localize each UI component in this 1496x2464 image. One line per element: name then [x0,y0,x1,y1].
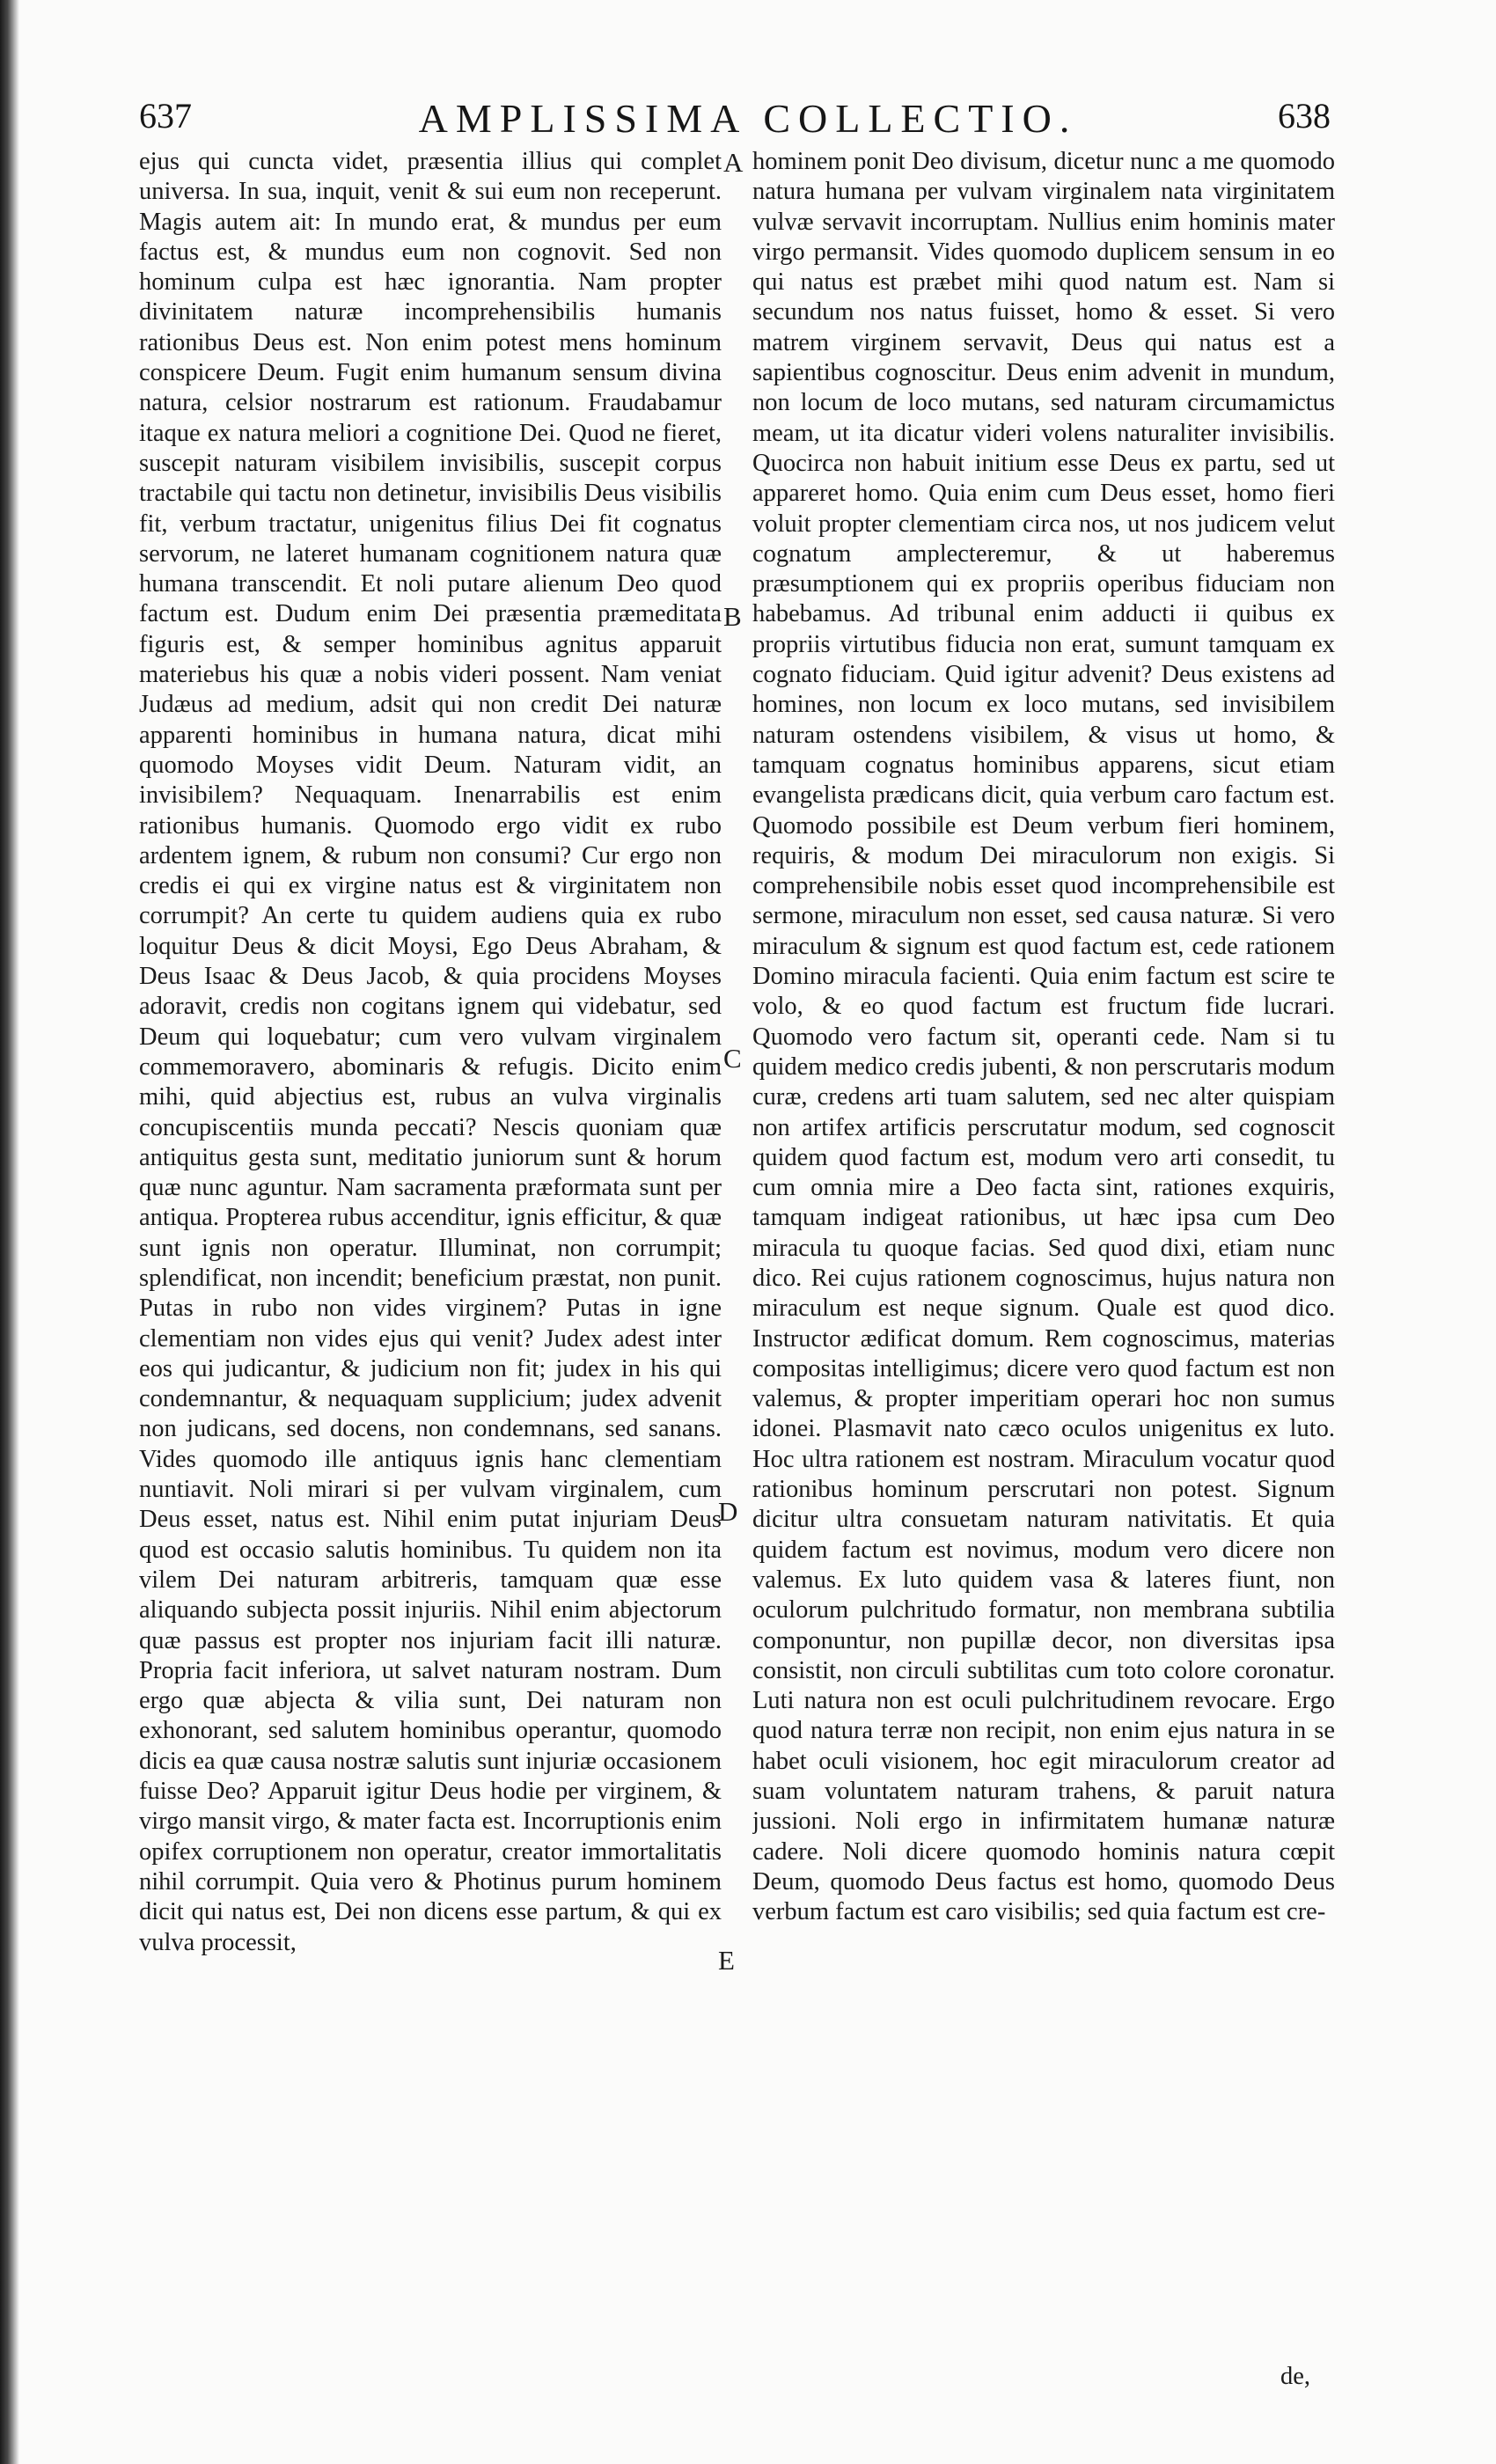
margin-letter-d: D [718,1496,738,1527]
page-number-left: 637 [139,96,192,136]
margin-letter-a: A [723,147,744,178]
book-spine-shadow [0,0,19,2464]
catchword: de, [1280,2363,1311,2390]
text-column-right [752,147,1335,2356]
margin-letter-b: B [723,601,742,632]
page-number-right: 638 [1278,96,1331,136]
margin-letter-e: E [718,1945,735,1976]
margin-letter-c: C [723,1043,742,1074]
text-column-left [139,147,722,2356]
running-title: AMPLISSIMA COLLECTIO. [418,96,1078,141]
column-right-text: hominem ponit Deo divisum, dicetur nunc a me quomodo natura humana per vulvam virginalem nata virginitatem vulvæ servavit incorruptam. Nullius enim hominis mater virgo permansit. Vides quomodo duplicem sensum in eo qui natus est præbet mihi quod natum est. Nam si secundum nos natus fuisset, homo & esset. Si vero matrem virginem servavit, Deus qui natus est a sapientibus cognoscitur. Deus enim advenit in mundum, non locum de loco mutans, sed naturam circumamictus meam, ut ita dicatur videri volens naturaliter invisibilis. Quocirca non habuit initium esse Deus ex partu, sed ut appareret homo. Quia enim cum Deus esset, homo fieri voluit propter clementiam circa nos, ut nos judicem velut cognatum amplecteremur, & ut haberemus præsumptionem qui ex propriis operibus fiduciam non habebamus. Ad tribunal enim adducti ii quibus ex propriis virtutibus fiducia non erat, sumunt tamquam ex cognato fiduciam. Quid igitur advenit? Deus existens ad homines, non locum ex loco mutans, sed invisibilem naturam ostendens visibilem, & visus ut homo, & tamquam cognatus hominibus apparens, sicut etiam evangelista prædicans dicit, quia verbum caro factum est. Quomodo possibile est Deum verbum fieri hominem, requiris, & modum Dei miraculorum non exigis. Si comprehensibile nobis esset quod incomprehensibile est sermone, miraculum non esset, sed causa naturæ. Si vero miraculum & signum est quod factum est, cede rationem Domino miracula facienti. Quia enim factum est scire te volo, & eo quod factum est fructum fide lucrari. Quomodo vero factum sit, operanti cede. Nam si tu quidem medico credis jubenti, & non perscrutaris modum curæ, credens arti tuam salutem, sed nec alter quispiam non artifex artificis perscrutatur modum, sed cognoscit quidem quod factum est, modum vero arti consedit, tu cum omnia mire a Deo facta sint, rationes exquiris, tamquam indigeat rationibus, ut hæc ipsa cum Deo miracula tu quoque facias. Sed quod dixi, etiam nunc dico. Rei cujus rationem cognoscimus, hujus natura non miraculum est neque signum. Quale est quod dico. Instructor ædificat domum. Rem cognoscimus, materias compositas intelligimus; dicere vero quod factum est non valemus, & propter imperitiam operari hoc non sumus idonei. Plasmavit nato cæco oculos unigenitus ex luto. Hoc ultra rationem est nostram. Miraculum vocatur quod rationibus hominum perscrutari non potest. Signum dicitur ultra consuetam naturam nativitatis. Et quia quidem factum est novimus, modum vero dicere non valemus. Ex luto quidem vasa & lateres fiunt, non oculorum pulchritudo formatur, non membrana subtilia componuntur, non pupillæ decor, non diversitas ipsa consistit, non circuli subtilitas cum toto colore coronatur. Luti natura non est oculi pulchritudinem revocare. Ergo quod natura terræ non recipit, non enim ejus natura in se habet oculi visionem, hoc egit miraculorum creator ad suam voluntatem naturam trahens, & paruit natura jussioni. Noli ergo in infirmitatem humanæ naturæ cadere. Noli dicere quomodo hominis natura cœpit Deum, quomodo Deus factus est homo, quomodo Deus verbum factum est caro visibilis; sed quia factum est cre- [752,148,1335,1926]
column-left-text: ejus qui cuncta videt, præsentia illius qui complet universa. In sua, inquit, venit & sui eum non receperunt. Magis autem ait: In mundo erat, & mundus per eum factus est, & mundus eum non cognovit. Sed non hominum culpa est hæc ignorantia. Nam propter divinitatem naturæ incomprehensibilis humanis rationibus Deus est. Non enim potest mens hominum conspicere Deum. Fugit enim humanum sensum divina natura, celsior nostrarum est rationum. Fraudabamur itaque ex natura meliori a cognitione Dei. Quod ne fieret, suscepit naturam visibilem invisibilis, suscepit corpus tractabile qui tactu non detinetur, invisibilis Deus visibilis fit, verbum tractatur, unigenitus filius Dei fit cognatus servorum, ne lateret humanam cognitionem natura quæ humana transcendit. Et noli putare alienum Deo quod factum est. Dudum enim Dei præsentia præmeditata figuris est, & semper hominibus agnitus apparuit materiebus his quæ a nobis videri possent. Nam veniat Judæus ad medium, adsit qui non credit Dei naturæ apparenti hominibus in humana natura, dicat mihi quomodo Moyses vidit Deum. Naturam vidit, an invisibilem? Nequaquam. Inenarrabilis est enim rationibus humanis. Quomodo ergo vidit ex rubo ardentem ignem, & rubum non consumi? Cur ergo non credis ei qui ex virgine natus est & virginitatem non corrumpit? An certe tu quidem audiens quia ex rubo loquitur Deus & dicit Moysi, Ego Deus Abraham, & Deus Isaac & Deus Jacob, & quia procidens Moyses adoravit, credis non cogitans ignem qui videbatur, sed Deum qui loquebatur; cum vero vulvam virginalem commemoravero, abominaris & refugis. Dicito enim mihi, quid abjectius est, rubus an vulva virginalis concupiscentiis munda peccati? Nescis quoniam quæ antiquitus gesta sunt, meditatio juniorum sunt & horum quæ nunc aguntur. Nam sacramenta præformata sunt per antiqua. Propterea rubus accenditur, ignis efficitur, & quæ sunt ignis non operatur. Illuminat, non corrumpit; splendificat, non incendit; beneficium præstat, non punit. Putas in rubo non vides virginem? Putas in igne clementiam non vides ejus qui venit? Judex adest inter eos qui judicantur, & judicium non fit; judex in his qui condemnantur, & nequaquam supplicium; judex advenit non judicans, sed docens, non condemnans, sed sanans. Vides quomodo ille antiquus ignis hanc clementiam nuntiavit. Noli mirari si per vulvam virginalem, cum Deus esset, natus est. Nihil enim putat injuriam Deus quod est occasio salutis hominibus. Tu quidem non ita vilem Dei naturam arbitreris, tamquam quæ esse aliquando subjecta possit injuriis. Nihil enim abjectorum quæ passus est propter nos injuriam facit illi naturæ. Propria facit inferiora, ut salvet naturam nostram. Dum ergo quæ abjecta & vilia sunt, Dei naturam non exhonorant, sed salutem hominibus operantur, quomodo dicis ea quæ causa nostræ salutis sunt injuriæ occasionem fuisse Deo? Apparuit igitur Deus hodie per virginem, & virgo mansit virgo, & mater facta est. Incorruptionis enim opifex corruptionem non operatur, creator immortalitatis nihil corrumpit. Quia vero & Photinus purum hominem dicit qui natus est, Dei non dicens esse partum, & qui ex vulva processit, [139,148,722,1956]
